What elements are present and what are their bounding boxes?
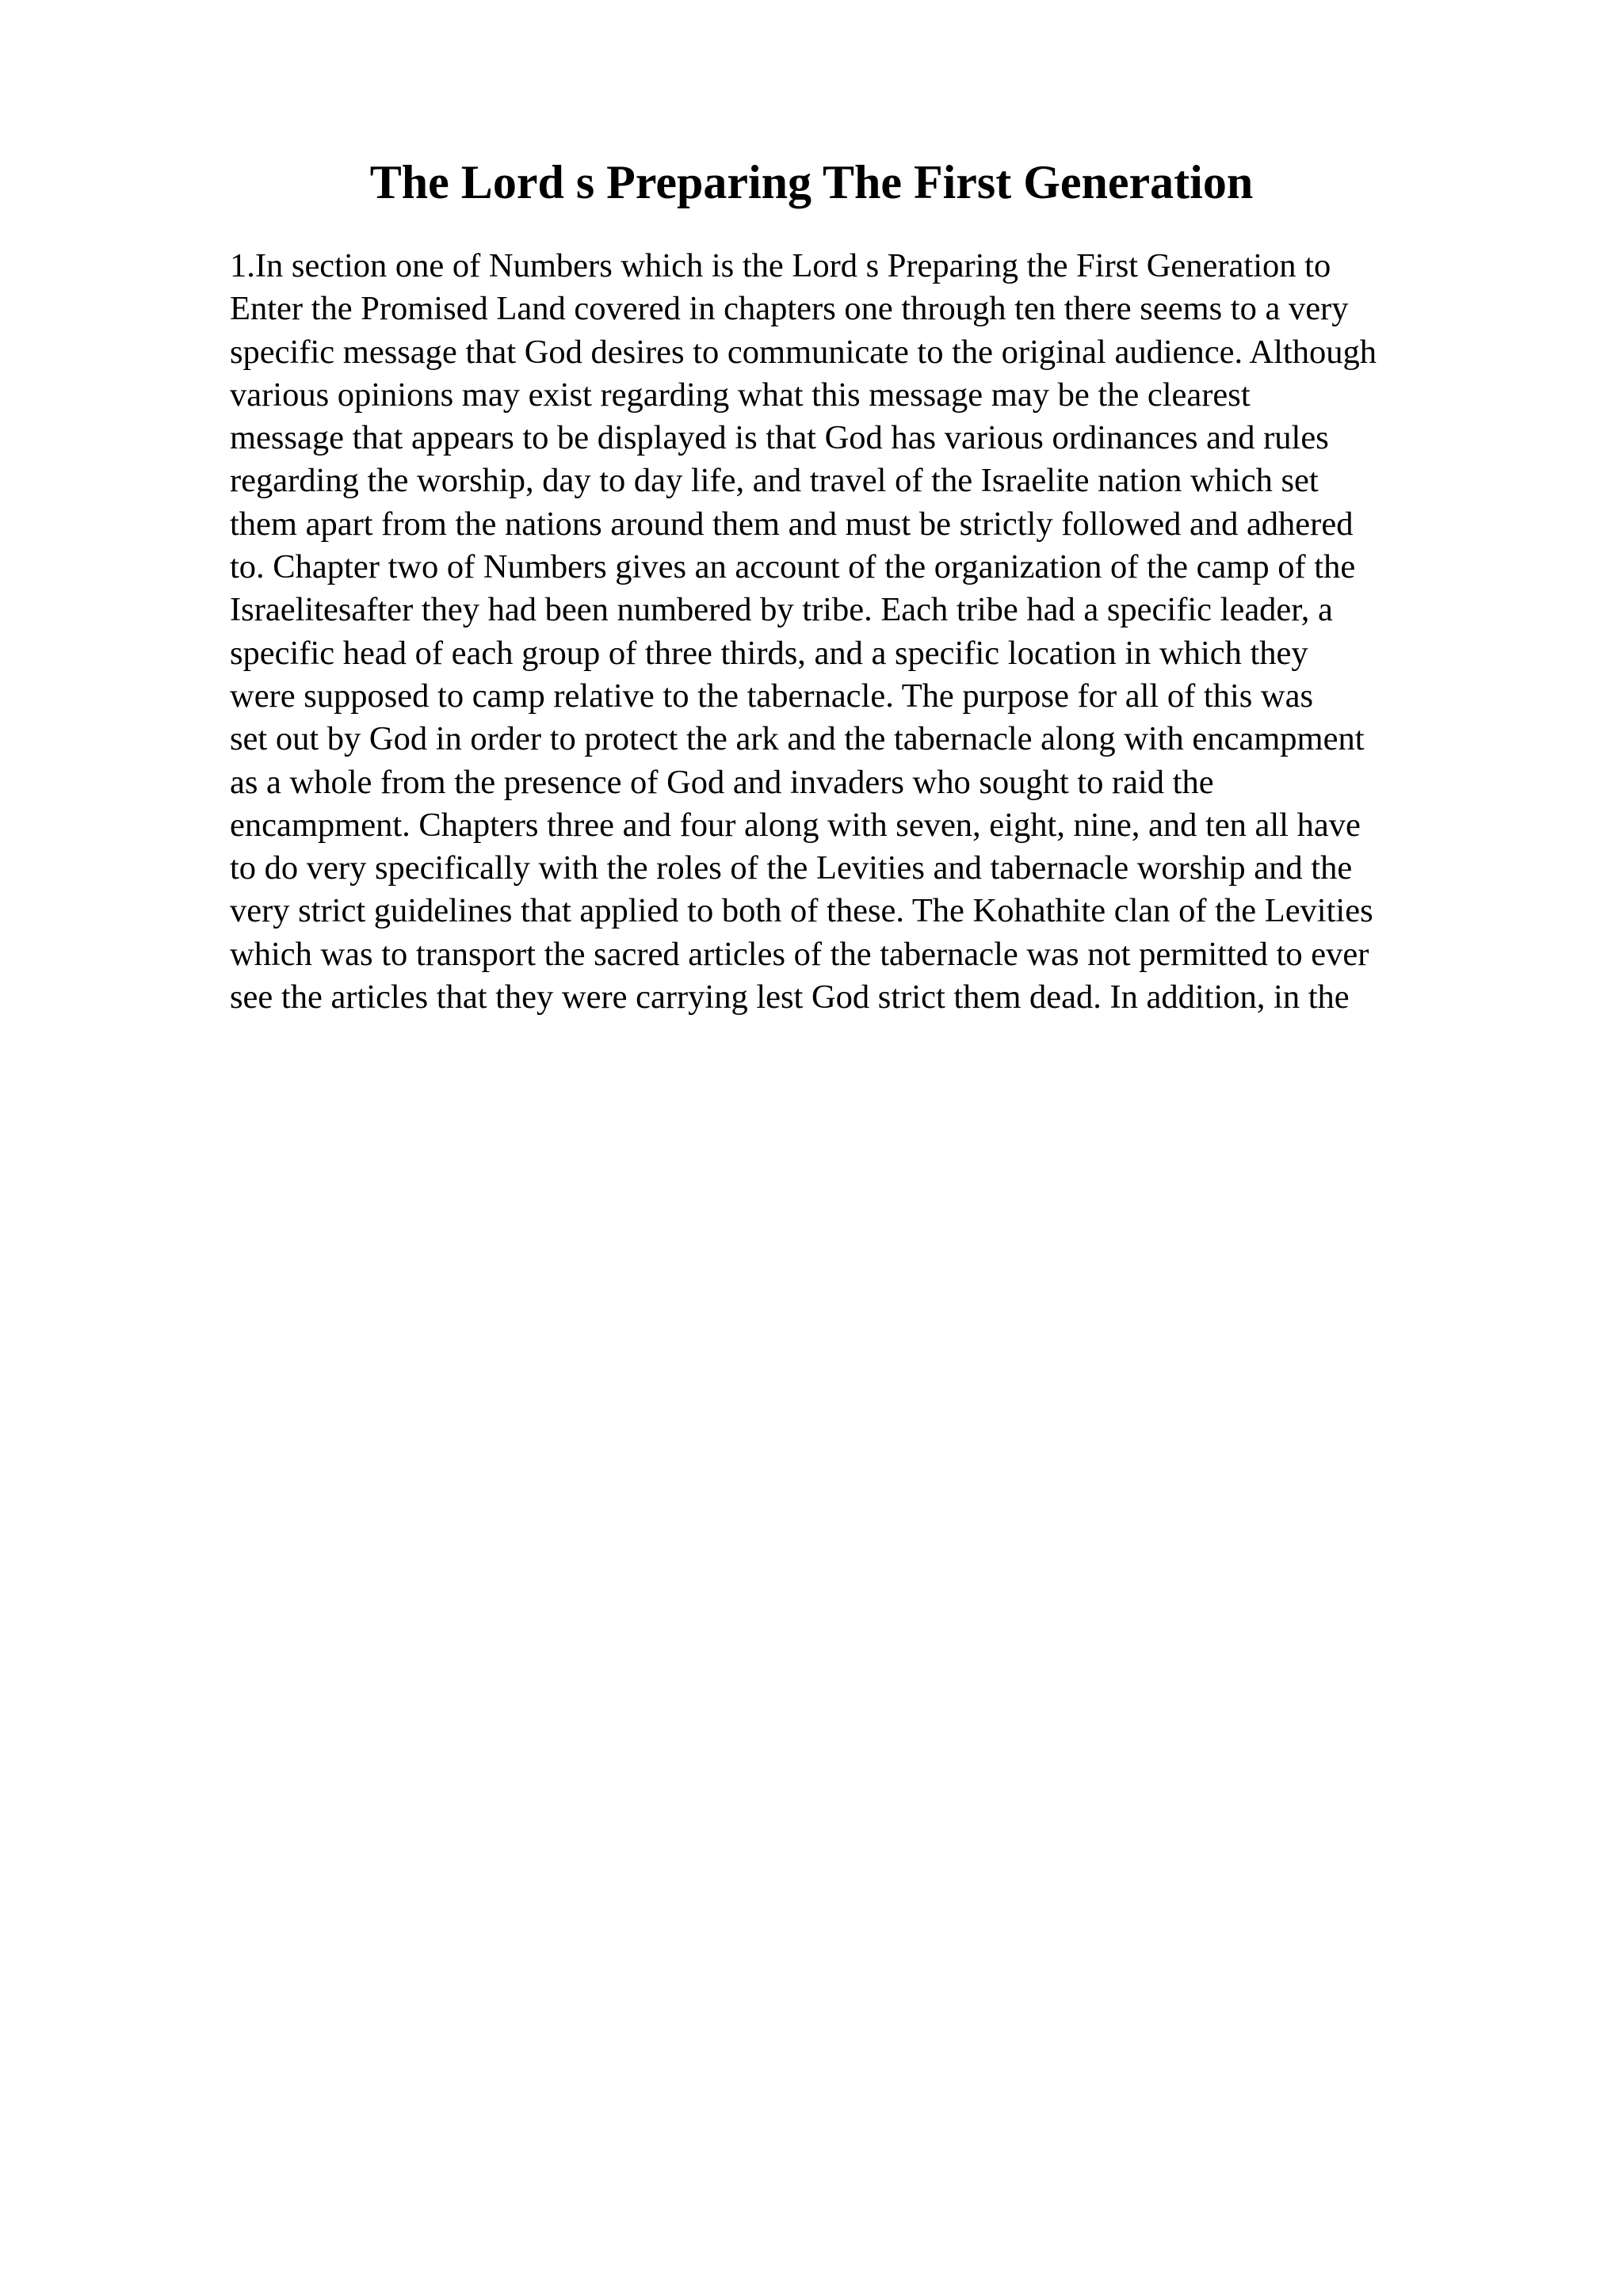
paragraph-line: Israelitesafter they had been numbered by tribe. Each tribe had a specific leader, a bbox=[230, 591, 1333, 629]
document-title: The Lord s Preparing The First Generation bbox=[369, 156, 1254, 208]
paragraph-line: them apart from the nations around them and must be strictly followed and adhered bbox=[230, 505, 1354, 543]
paragraph-line: to. Chapter two of Numbers gives an account of the organization of the camp of the bbox=[230, 548, 1356, 586]
paragraph-line: as a whole from the presence of God and invaders who sought to raid the bbox=[230, 763, 1214, 801]
paragraph-line: which was to transport the sacred articles of the tabernacle was not permitted to ever bbox=[230, 935, 1369, 973]
paragraph-line: various opinions may exist regarding what this message may be the clearest bbox=[230, 376, 1251, 414]
paragraph-line: were supposed to camp relative to the tabernacle. The purpose for all of this was bbox=[230, 677, 1314, 715]
paragraph-line: set out by God in order to protect the ark and the tabernacle along with encampment bbox=[230, 720, 1365, 758]
paragraph-line: encampment. Chapters three and four along with seven, eight, nine, and ten all have bbox=[230, 806, 1361, 844]
paragraph-line: very strict guidelines that applied to both of these. The Kohathite clan of the Levities bbox=[230, 892, 1373, 930]
paragraph-line: specific message that God desires to communicate to the original audience. Although bbox=[230, 333, 1377, 371]
paragraph-line: specific head of each group of three thirds, and a specific location in which they bbox=[230, 634, 1308, 672]
paragraph-line: see the articles that they were carrying lest God strict them dead. In addition, in the bbox=[230, 978, 1350, 1016]
body-paragraph bbox=[230, 245, 1514, 1019]
paragraph-line: 1.In section one of Numbers which is the Lord s Preparing the First Generation to bbox=[230, 247, 1331, 284]
paragraph-line: regarding the worship, day to day life, and travel of the Israelite nation which set bbox=[230, 462, 1319, 500]
paragraph-line: Enter the Promised Land covered in chapters one through ten there seems to a very bbox=[230, 290, 1349, 328]
paragraph-line: message that appears to be displayed is that God has various ordinances and rules bbox=[230, 419, 1329, 457]
paragraph-line: to do very specifically with the roles of the Levities and tabernacle worship and the bbox=[230, 849, 1353, 887]
